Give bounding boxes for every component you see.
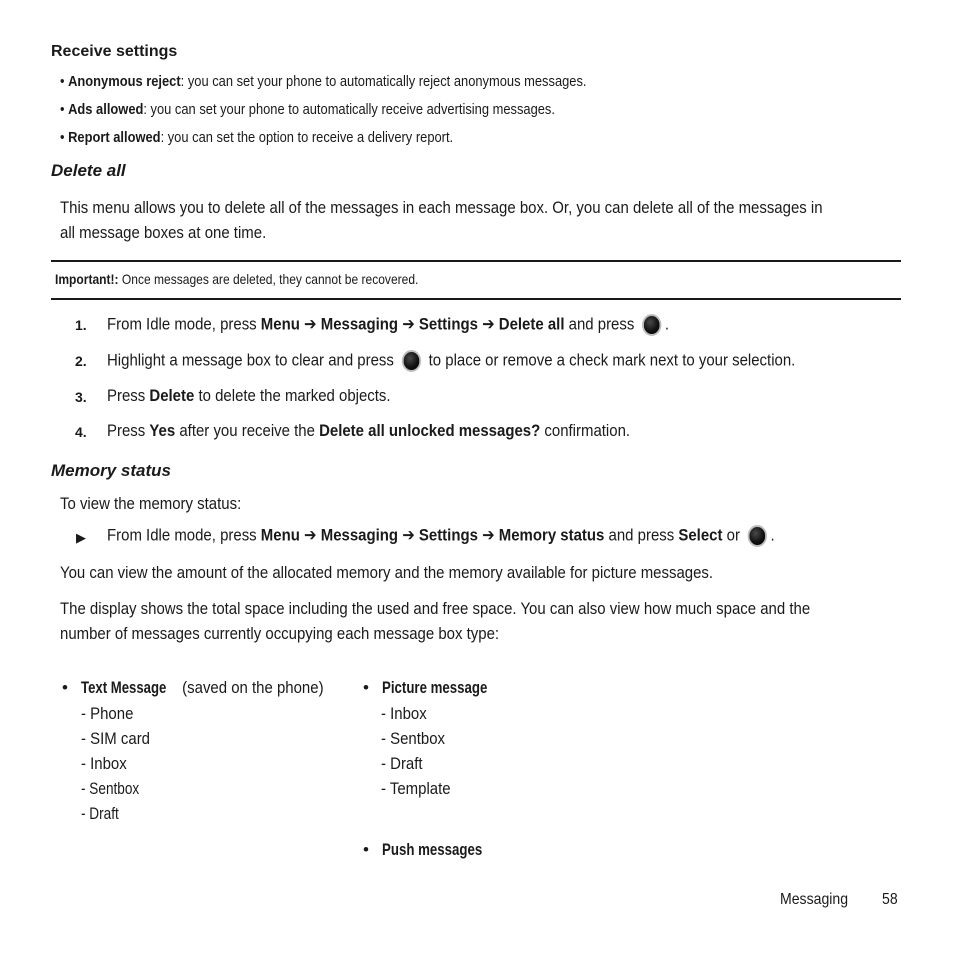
list-item: - SIM card xyxy=(81,729,150,748)
list-item: - Draft xyxy=(81,804,119,823)
footer-section-name: Messaging xyxy=(780,891,849,908)
step-number: 2. xyxy=(75,353,87,369)
term-ads-allowed: Ads allowed xyxy=(68,101,144,118)
memory-paragraph-1: You can view the amount of the allocated memory and the memory available for picture messages. xyxy=(60,563,714,582)
step-text: From Idle mode, press Menu ➔ Messaging ➔ Settings ➔ Delete all and press . xyxy=(107,314,746,336)
step-number: 4. xyxy=(75,424,87,440)
memory-intro: To view the memory status: xyxy=(60,494,242,513)
step-number: 3. xyxy=(75,389,87,405)
list-item: • Report allowed: you can set the option to receive a delivery report. xyxy=(60,129,454,146)
arrow-bullet-icon: ▶ xyxy=(76,530,86,545)
bullet-icon: • xyxy=(363,840,369,859)
select-key-icon xyxy=(402,350,421,372)
text-message-heading: Text Message (saved on the phone) xyxy=(81,678,324,697)
list-item: - Inbox xyxy=(381,704,427,723)
delete-all-paragraph xyxy=(60,195,900,245)
section-heading-memory-status: Memory status xyxy=(51,461,171,480)
step-text: Press Yes after you receive the Delete all unlocked messages? confirmation. xyxy=(107,421,631,440)
step-text: Press Delete to delete the marked objects. xyxy=(107,386,391,405)
list-item: - Draft xyxy=(381,754,423,773)
step-text: Highlight a message box to clear and press to place or remove a check mark next to your selection. xyxy=(107,350,889,372)
term-anonymous-reject: Anonymous reject xyxy=(68,73,181,90)
divider-bottom xyxy=(51,298,901,300)
important-note xyxy=(55,271,478,287)
memory-paragraph-2: The display shows the total space including the used and free space. You can also view how much space and the number of messages currently occupying each message box type: xyxy=(60,599,811,643)
section-heading-receive-settings: Receive settings xyxy=(51,43,178,60)
list-item: • Ads allowed: you can set your phone to automatically receive advertising messages. xyxy=(60,101,555,118)
list-item: • Anonymous reject: you can set your phone to automatically reject anonymous messages. xyxy=(60,73,587,90)
picture-message-heading: Picture message xyxy=(382,678,488,697)
list-item: - Sentbox xyxy=(381,729,446,748)
bullet-icon: • xyxy=(363,678,369,697)
step-text: From Idle mode, press Menu ➔ Messaging ➔ Settings ➔ Memory status and press Select or . xyxy=(107,525,866,547)
list-item: - Inbox xyxy=(81,754,127,773)
list-item: - Phone xyxy=(81,704,134,723)
para-line: This menu allows you to delete all of the messages in each message box. Or, you can delete all of the messages in xyxy=(60,198,823,217)
term-desc: : you can set your phone to automatically reject anonymous messages. xyxy=(180,73,587,90)
select-key-icon xyxy=(748,525,767,547)
divider-top xyxy=(51,260,901,262)
term-desc: : you can set the option to receive a delivery report. xyxy=(160,129,454,146)
push-messages-heading: Push messages xyxy=(382,840,483,859)
list-item: - Template xyxy=(381,779,451,798)
term-desc: : you can set your phone to automatically receive advertising messages. xyxy=(143,101,555,118)
select-key-icon xyxy=(642,314,661,336)
bullet-icon: • xyxy=(62,678,68,697)
important-text: Once messages are deleted, they cannot be recovered. xyxy=(118,271,419,287)
page-number: 58 xyxy=(882,891,898,908)
para-line: all message boxes at one time. xyxy=(60,223,267,242)
step-number: 1. xyxy=(75,317,87,333)
list-item: - Sentbox xyxy=(81,779,140,798)
term-report-allowed: Report allowed xyxy=(68,129,161,146)
section-heading-delete-all: Delete all xyxy=(51,161,126,180)
important-label: Important!: xyxy=(55,271,119,287)
